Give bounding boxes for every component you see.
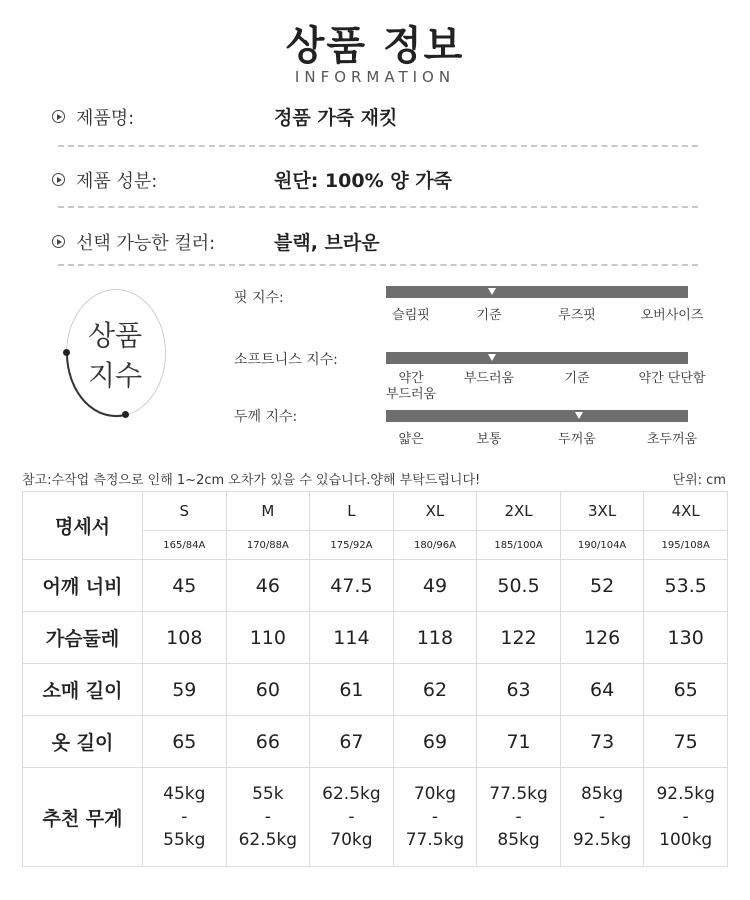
weight-separator: - — [431, 806, 439, 827]
softness-option: 약간 부드러움 — [385, 371, 437, 402]
softness-option: 기준 — [564, 371, 590, 386]
table-cell: 63 — [477, 664, 561, 716]
page-title: 상품 정보 — [285, 23, 465, 69]
table-cell: 122 — [477, 612, 561, 664]
dashed-divider — [58, 264, 698, 266]
info-value: 원단: 100% 양 가죽 — [274, 170, 452, 192]
table-cell: 108 — [143, 612, 227, 664]
weight-min: 55k — [252, 783, 284, 804]
info-label: 제품명: — [76, 108, 135, 129]
softness-index-marker — [488, 354, 496, 361]
table-cell: 64 — [560, 664, 644, 716]
weight-separator: - — [348, 806, 355, 827]
fit-option: 슬림핏 — [392, 308, 430, 323]
softness-index-label: 소프트니스 지수: — [234, 352, 338, 368]
size-header: 3XL — [560, 492, 644, 531]
table-cell: 61 — [310, 664, 394, 716]
table-cell: 73 — [560, 716, 644, 768]
table-cell: 69 — [393, 716, 477, 768]
size-code: 180/96A — [393, 531, 477, 560]
table-cell: 60 — [226, 664, 310, 716]
weight-min: 70kg — [413, 783, 457, 804]
unit-label: 단위: cm — [672, 473, 726, 488]
dashed-divider — [58, 206, 698, 208]
row-label: 어깨 너비 — [23, 560, 143, 612]
size-code: 175/92A — [310, 531, 394, 560]
row-label: 추천 무게 — [23, 768, 143, 867]
fit-option: 오버사이즈 — [640, 308, 704, 323]
table-cell: 59 — [143, 664, 227, 716]
table-cell: 66 — [226, 716, 310, 768]
fit-index-marker — [488, 288, 496, 295]
play-bullet-icon — [52, 173, 65, 186]
softness-option: 부드러움 — [463, 371, 515, 386]
info-value: 블랙, 브라운 — [274, 232, 380, 254]
weight-min: 92.5kg — [656, 783, 715, 804]
weight-max: 85kg — [497, 829, 540, 850]
weight-cell — [477, 768, 561, 867]
info-row-material — [48, 163, 698, 203]
size-header: M — [226, 492, 310, 531]
weight-min: 77.5kg — [489, 783, 548, 804]
row-label: 가슴둘레 — [23, 612, 143, 664]
info-row-colors — [48, 225, 698, 265]
table-cell: 62 — [393, 664, 477, 716]
table-cell: 67 — [310, 716, 394, 768]
table-cell: 65 — [644, 664, 728, 716]
fit-option: 기준 — [476, 308, 502, 323]
table-row-shoulder — [23, 560, 728, 612]
table-cell: 110 — [226, 612, 310, 664]
weight-separator: - — [682, 806, 689, 827]
row-label: 소매 길이 — [23, 664, 143, 716]
page-subtitle: INFORMATION — [294, 68, 456, 86]
table-cell: 46 — [226, 560, 310, 612]
size-code: 195/108A — [644, 531, 728, 560]
table-cell: 47.5 — [310, 560, 394, 612]
weight-max: 55kg — [163, 829, 206, 850]
table-cell: 118 — [393, 612, 477, 664]
size-header: 4XL — [644, 492, 728, 531]
dashed-divider — [58, 145, 698, 147]
weight-min: 62.5kg — [322, 783, 381, 804]
weight-separator: - — [515, 806, 522, 827]
weight-cell — [226, 768, 310, 867]
table-cell: 71 — [477, 716, 561, 768]
thickness-index-marker — [575, 412, 583, 419]
weight-separator: - — [181, 806, 188, 827]
weight-max: 92.5kg — [572, 829, 632, 850]
size-code: 165/84A — [143, 531, 227, 560]
table-cell: 49 — [393, 560, 477, 612]
weight-cell — [310, 768, 394, 867]
size-row — [23, 492, 728, 531]
table-cell: 53.5 — [644, 560, 728, 612]
play-bullet-icon — [52, 235, 65, 248]
weight-min: 45kg — [163, 783, 206, 804]
size-code: 185/100A — [477, 531, 561, 560]
fit-option: 루즈핏 — [558, 308, 596, 323]
badge-text — [66, 316, 164, 396]
weight-cell — [393, 768, 477, 867]
weight-cell — [644, 768, 728, 867]
table-cell: 75 — [644, 716, 728, 768]
info-label: 제품 성분: — [76, 171, 158, 192]
weight-max: 77.5kg — [405, 829, 465, 850]
weight-cell — [560, 768, 644, 867]
weight-separator: - — [599, 806, 606, 827]
play-bullet-icon — [52, 110, 65, 123]
size-header: XL — [393, 492, 477, 531]
softness-option: 약간 단단함 — [638, 371, 706, 386]
fit-index-bar — [386, 286, 688, 298]
table-corner: 명세서 — [23, 492, 143, 560]
table-row-sleeve — [23, 664, 728, 716]
size-header: S — [143, 492, 227, 531]
weight-separator: - — [264, 806, 271, 827]
table-row-length — [23, 716, 728, 768]
table-cell: 130 — [644, 612, 728, 664]
info-row-product-name — [48, 100, 698, 140]
weight-min: 85kg — [580, 783, 624, 804]
size-header: L — [310, 492, 394, 531]
thickness-option: 초두꺼움 — [646, 432, 698, 447]
thickness-option: 얇은 — [398, 432, 424, 447]
thickness-option: 보통 — [476, 432, 502, 447]
info-label: 선택 가능한 컬러: — [76, 233, 216, 254]
thickness-option: 두꺼움 — [558, 432, 596, 447]
size-header: 2XL — [477, 492, 561, 531]
weight-max: 62.5kg — [238, 829, 298, 850]
table-cell: 65 — [143, 716, 227, 768]
table-cell: 50.5 — [477, 560, 561, 612]
badge-line-1: 상품 — [87, 319, 143, 352]
table-cell: 114 — [310, 612, 394, 664]
table-row-weight — [23, 768, 728, 867]
size-code: 190/104A — [560, 531, 644, 560]
size-code: 170/88A — [226, 531, 310, 560]
size-chart-table — [22, 491, 728, 867]
row-label: 옷 길이 — [23, 716, 143, 768]
weight-cell — [143, 768, 227, 867]
info-value: 정품 가죽 재킷 — [274, 107, 398, 129]
softness-index-bar — [386, 352, 688, 364]
thickness-index-bar — [386, 410, 688, 422]
badge-line-2: 지수 — [87, 359, 143, 392]
thickness-index-label: 두께 지수: — [234, 409, 298, 425]
table-row-chest — [23, 612, 728, 664]
table-cell: 126 — [560, 612, 644, 664]
table-cell: 45 — [143, 560, 227, 612]
table-cell: 52 — [560, 560, 644, 612]
weight-max: 70kg — [330, 829, 373, 850]
measurement-note: 참고:수작업 측정으로 인해 1~2cm 오차가 있을 수 있습니다.양해 부탁드립니다! — [22, 473, 481, 488]
fit-index-label: 핏 지수: — [234, 290, 284, 306]
badge-dot — [122, 411, 129, 418]
weight-max: 100kg — [659, 829, 713, 850]
